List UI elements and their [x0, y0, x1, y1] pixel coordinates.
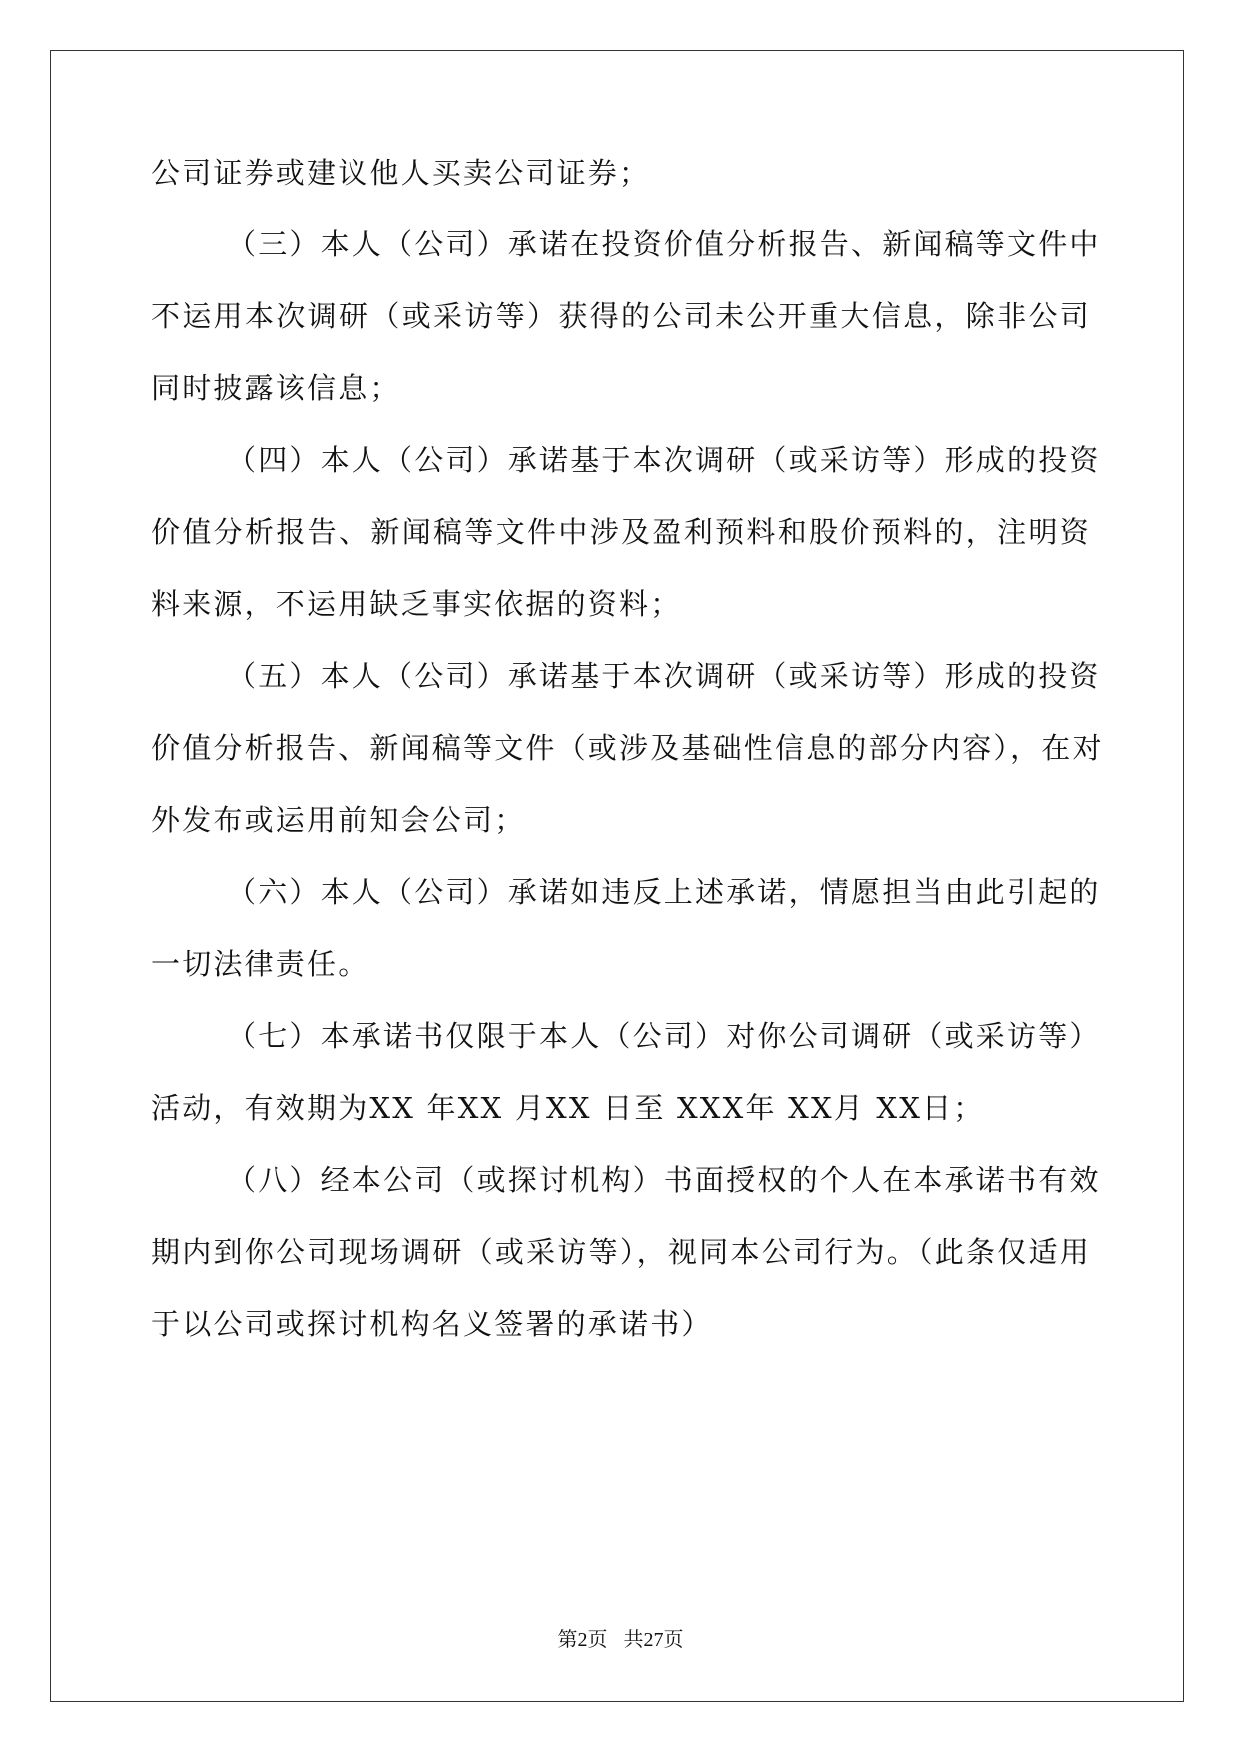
clause-3-line-2: 不运用本次调研（或采访等）获得的公司未公开重大信息，除非公司 [151, 299, 1091, 333]
page-number: 第2页 [557, 1629, 608, 1651]
clause-5-line-3: 外发布或运用前知会公司； [151, 803, 526, 837]
clause-4-line-3: 料来源，不运用缺乏事实依据的资料； [151, 587, 682, 621]
clause-8-line-2: 期内到你公司现场调研（或采访等），视同本公司行为。（此条仅适用 [151, 1235, 1091, 1269]
clause-3-line-1: （三）本人（公司）承诺在投资价值分析报告、新闻稿等文件中 [227, 227, 1101, 261]
clause-4-line-1: （四）本人（公司）承诺基于本次调研（或采访等）形成的投资 [227, 443, 1101, 477]
clause-8-line-1: （八）经本公司（或探讨机构）书面授权的个人在本承诺书有效 [227, 1163, 1101, 1197]
clause-4-line-2: 价值分析报告、新闻稿等文件中涉及盈利预料和股价预料的，注明资 [151, 515, 1091, 549]
clause-7-line-1: （七）本承诺书仅限于本人（公司）对你公司调研（或采访等） [227, 1019, 1101, 1053]
clause-7-line-2: 活动，有效期为XX 年XX 月XX 日至 XXX年 XX月 XX日； [151, 1091, 985, 1125]
page-footer [0, 1628, 1241, 1652]
clause-3-line-3: 同时披露该信息； [151, 371, 401, 405]
clause-8-line-3: 于以公司或探讨机构名义签署的承诺书） [151, 1307, 713, 1341]
page-total: 共27页 [623, 1629, 684, 1651]
clause-5-line-2: 价值分析报告、新闻稿等文件（或涉及基础性信息的部分内容），在对 [151, 731, 1104, 765]
clause-6-line-2: 一切法律责任。 [151, 947, 370, 981]
clause-6-line-1: （六）本人（公司）承诺如违反上述承诺，情愿担当由此引起的 [227, 875, 1101, 909]
body-line-1: 公司证券或建议他人买卖公司证券； [151, 156, 651, 190]
clause-5-line-1: （五）本人（公司）承诺基于本次调研（或采访等）形成的投资 [227, 659, 1101, 693]
